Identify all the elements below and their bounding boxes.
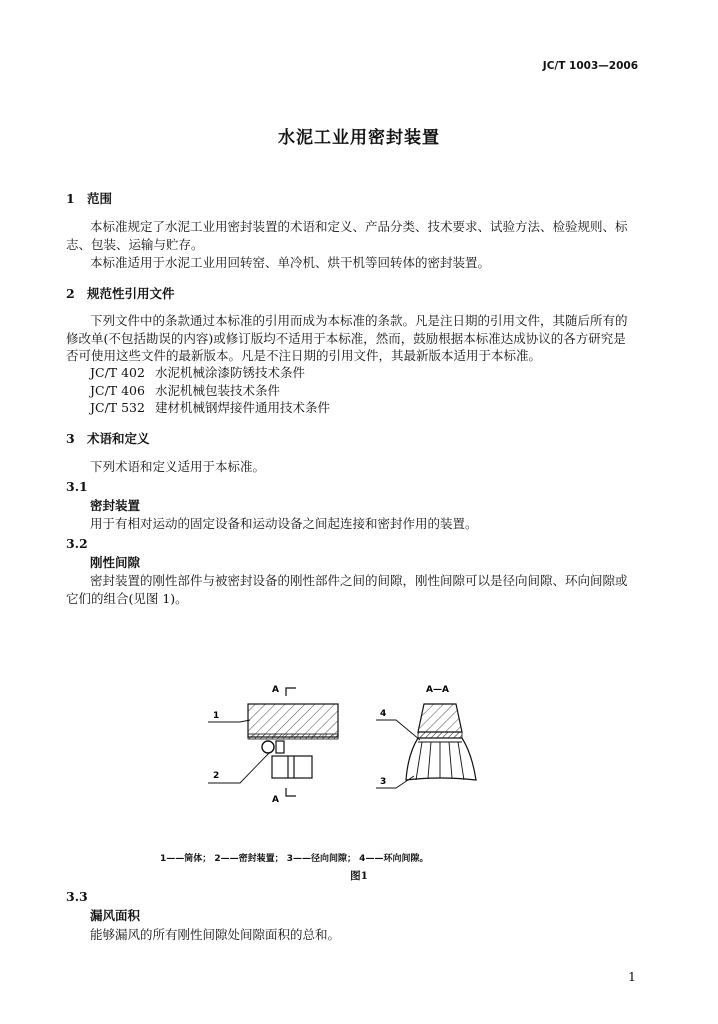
shell-inner-layer [248,734,338,739]
reference-code: JC/T 406 [90,383,145,398]
reference-name: 水泥机械涂漆防锈技术条件 [155,365,306,380]
figure-legend: 1——筒体； 2——密封装置； 3——径向间隙； 4——环向间隙。 [160,854,429,864]
section-1-number: 1 [66,191,75,206]
document-title: 水泥工业用密封装置 [278,128,440,148]
section-1-heading: 范围 [87,191,113,206]
section-arrow-bottom [286,788,296,796]
section-3-heading: 术语和定义 [87,431,150,446]
shell-section [418,704,462,732]
term-definition: 能够漏风的所有刚性间隙处间隙面积的总和。 [90,927,341,942]
cross-section-view [376,685,476,788]
term-definition: 用于有相对运动的固定设备和运动设备之间起连接和密封作用的装置。 [90,516,478,531]
section-view-label: A—A [426,685,449,695]
page-number: 1 [628,969,636,984]
callout-4-label: 4 [380,709,387,719]
figure-1-drawing [200,680,500,810]
section-mark-top: A [272,685,279,695]
section-2-heading: 规范性引用文件 [87,286,175,301]
term-number: 3.1 [66,479,88,494]
term-name: 刚性间隙 [90,555,141,570]
term-name: 漏风面积 [90,908,141,923]
section-1-paragraph-2: 本标准适用于水泥工业用回转窑、单冷机、烘干机等回转体的密封装置。 [90,255,491,270]
figure-caption: 图1 [350,870,368,882]
callout-4-leader [376,720,420,740]
term-number: 3.2 [66,536,88,551]
longitudinal-section-view [208,685,338,805]
cylinder-shell [248,704,338,737]
section-arrow-top [286,688,296,696]
section-2-paragraph-line-2: 修改单(不包括勘误的内容)或修订版均不适用于本标准，然而，鼓励根据本标准达成协议的各方研究是 [66,331,626,346]
term-definition-line-1: 密封装置的刚性部件与被密封设备的刚性部件之间的间隙，刚性间隙可以是径向间隙、环向间隙或 [90,573,628,588]
section-2-paragraph-line-1: 下列文件中的条款通过本标准的引用而成为本标准的条款。凡是注日期的引用文件，其随后所有的 [90,313,628,328]
section-mark-bottom: A [272,795,279,805]
seal-ring [262,741,274,753]
callout-2-label: 2 [213,771,220,781]
shell-section-inner [418,732,462,738]
section-1-paragraph-1-line-2: 志、包装、运输与贮存。 [66,237,204,252]
term-name: 密封装置 [90,498,141,513]
reference-name: 水泥机械包装技术条件 [155,383,281,398]
seal-device-body [272,756,312,778]
section-1-paragraph-1-line-1: 本标准规定了水泥工业用密封装置的术语和定义、产品分类、技术要求、试验方法、检验规则、标 [90,219,628,234]
seal-bracket [276,741,284,753]
callout-3-label: 3 [380,777,387,787]
seal-skirt [406,738,476,780]
reference-code: JC/T 532 [90,400,145,415]
standard-code: JC/T 1003—2006 [542,60,638,72]
section-3-number: 3 [66,431,75,446]
section-3-intro: 下列术语和定义适用于本标准。 [90,459,266,474]
section-2-number: 2 [66,286,75,301]
term-definition-line-2: 它们的组合(见图 1)。 [66,591,188,606]
reference-code: JC/T 402 [90,365,145,380]
reference-name: 建材机械钢焊接件通用技术条件 [155,400,331,415]
section-2-paragraph-line-3: 否可使用这些文件的最新版本。凡是不注日期的引用文件，其最新版本适用于本标准。 [66,348,542,363]
callout-1-label: 1 [213,711,220,721]
term-number: 3.3 [66,889,88,904]
